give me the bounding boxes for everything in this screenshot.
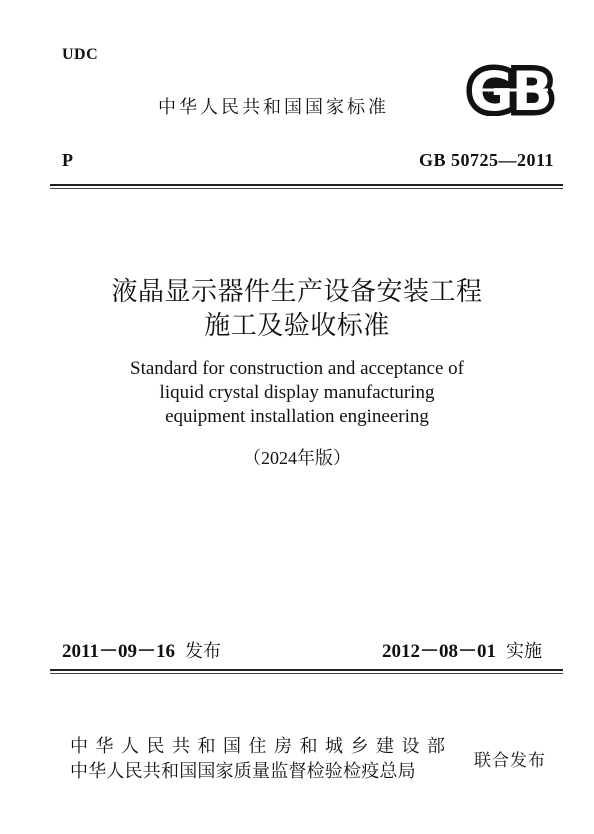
top-divider-thin <box>50 188 563 189</box>
joint-issue-label: 联合发布 <box>474 751 546 771</box>
issuer-line-1: 中华人民共和国住房和城乡建设部 <box>70 736 453 757</box>
bottom-divider-thick <box>50 669 563 671</box>
national-standard-heading: 中华人民共和国国家标准 <box>158 97 389 118</box>
standard-code: GB 50725—2011 <box>418 150 554 170</box>
effective-date-block <box>382 636 542 663</box>
issue-date-block <box>62 636 221 663</box>
gb-logo <box>458 64 562 116</box>
title-en-line-1: Standard for construction and acceptance of <box>130 358 464 379</box>
title-cn-line-2: 施工及验收标准 <box>204 311 390 341</box>
bottom-divider-thin <box>50 673 563 674</box>
top-divider-thick <box>50 184 563 186</box>
effective-date: 2012－08－01 <box>382 641 497 662</box>
udc-label: UDC <box>62 46 99 63</box>
edition-label: （2024年版） <box>243 448 351 468</box>
effective-label: 实施 <box>506 641 543 662</box>
issue-label: 发布 <box>184 641 221 662</box>
issue-date: 2011－09－16 <box>62 641 175 662</box>
gb-logo-text: GB <box>469 64 551 116</box>
category-letter: P <box>62 150 73 170</box>
title-en-line-2: liquid crystal display manufacturing <box>159 382 435 403</box>
issuer-line-2: 中华人民共和国国家质量监督检验检疫总局 <box>70 761 416 782</box>
title-en-line-3: equipment installation engineering <box>165 406 429 427</box>
title-cn-line-1: 液晶显示器件生产设备安装工程 <box>111 277 483 307</box>
